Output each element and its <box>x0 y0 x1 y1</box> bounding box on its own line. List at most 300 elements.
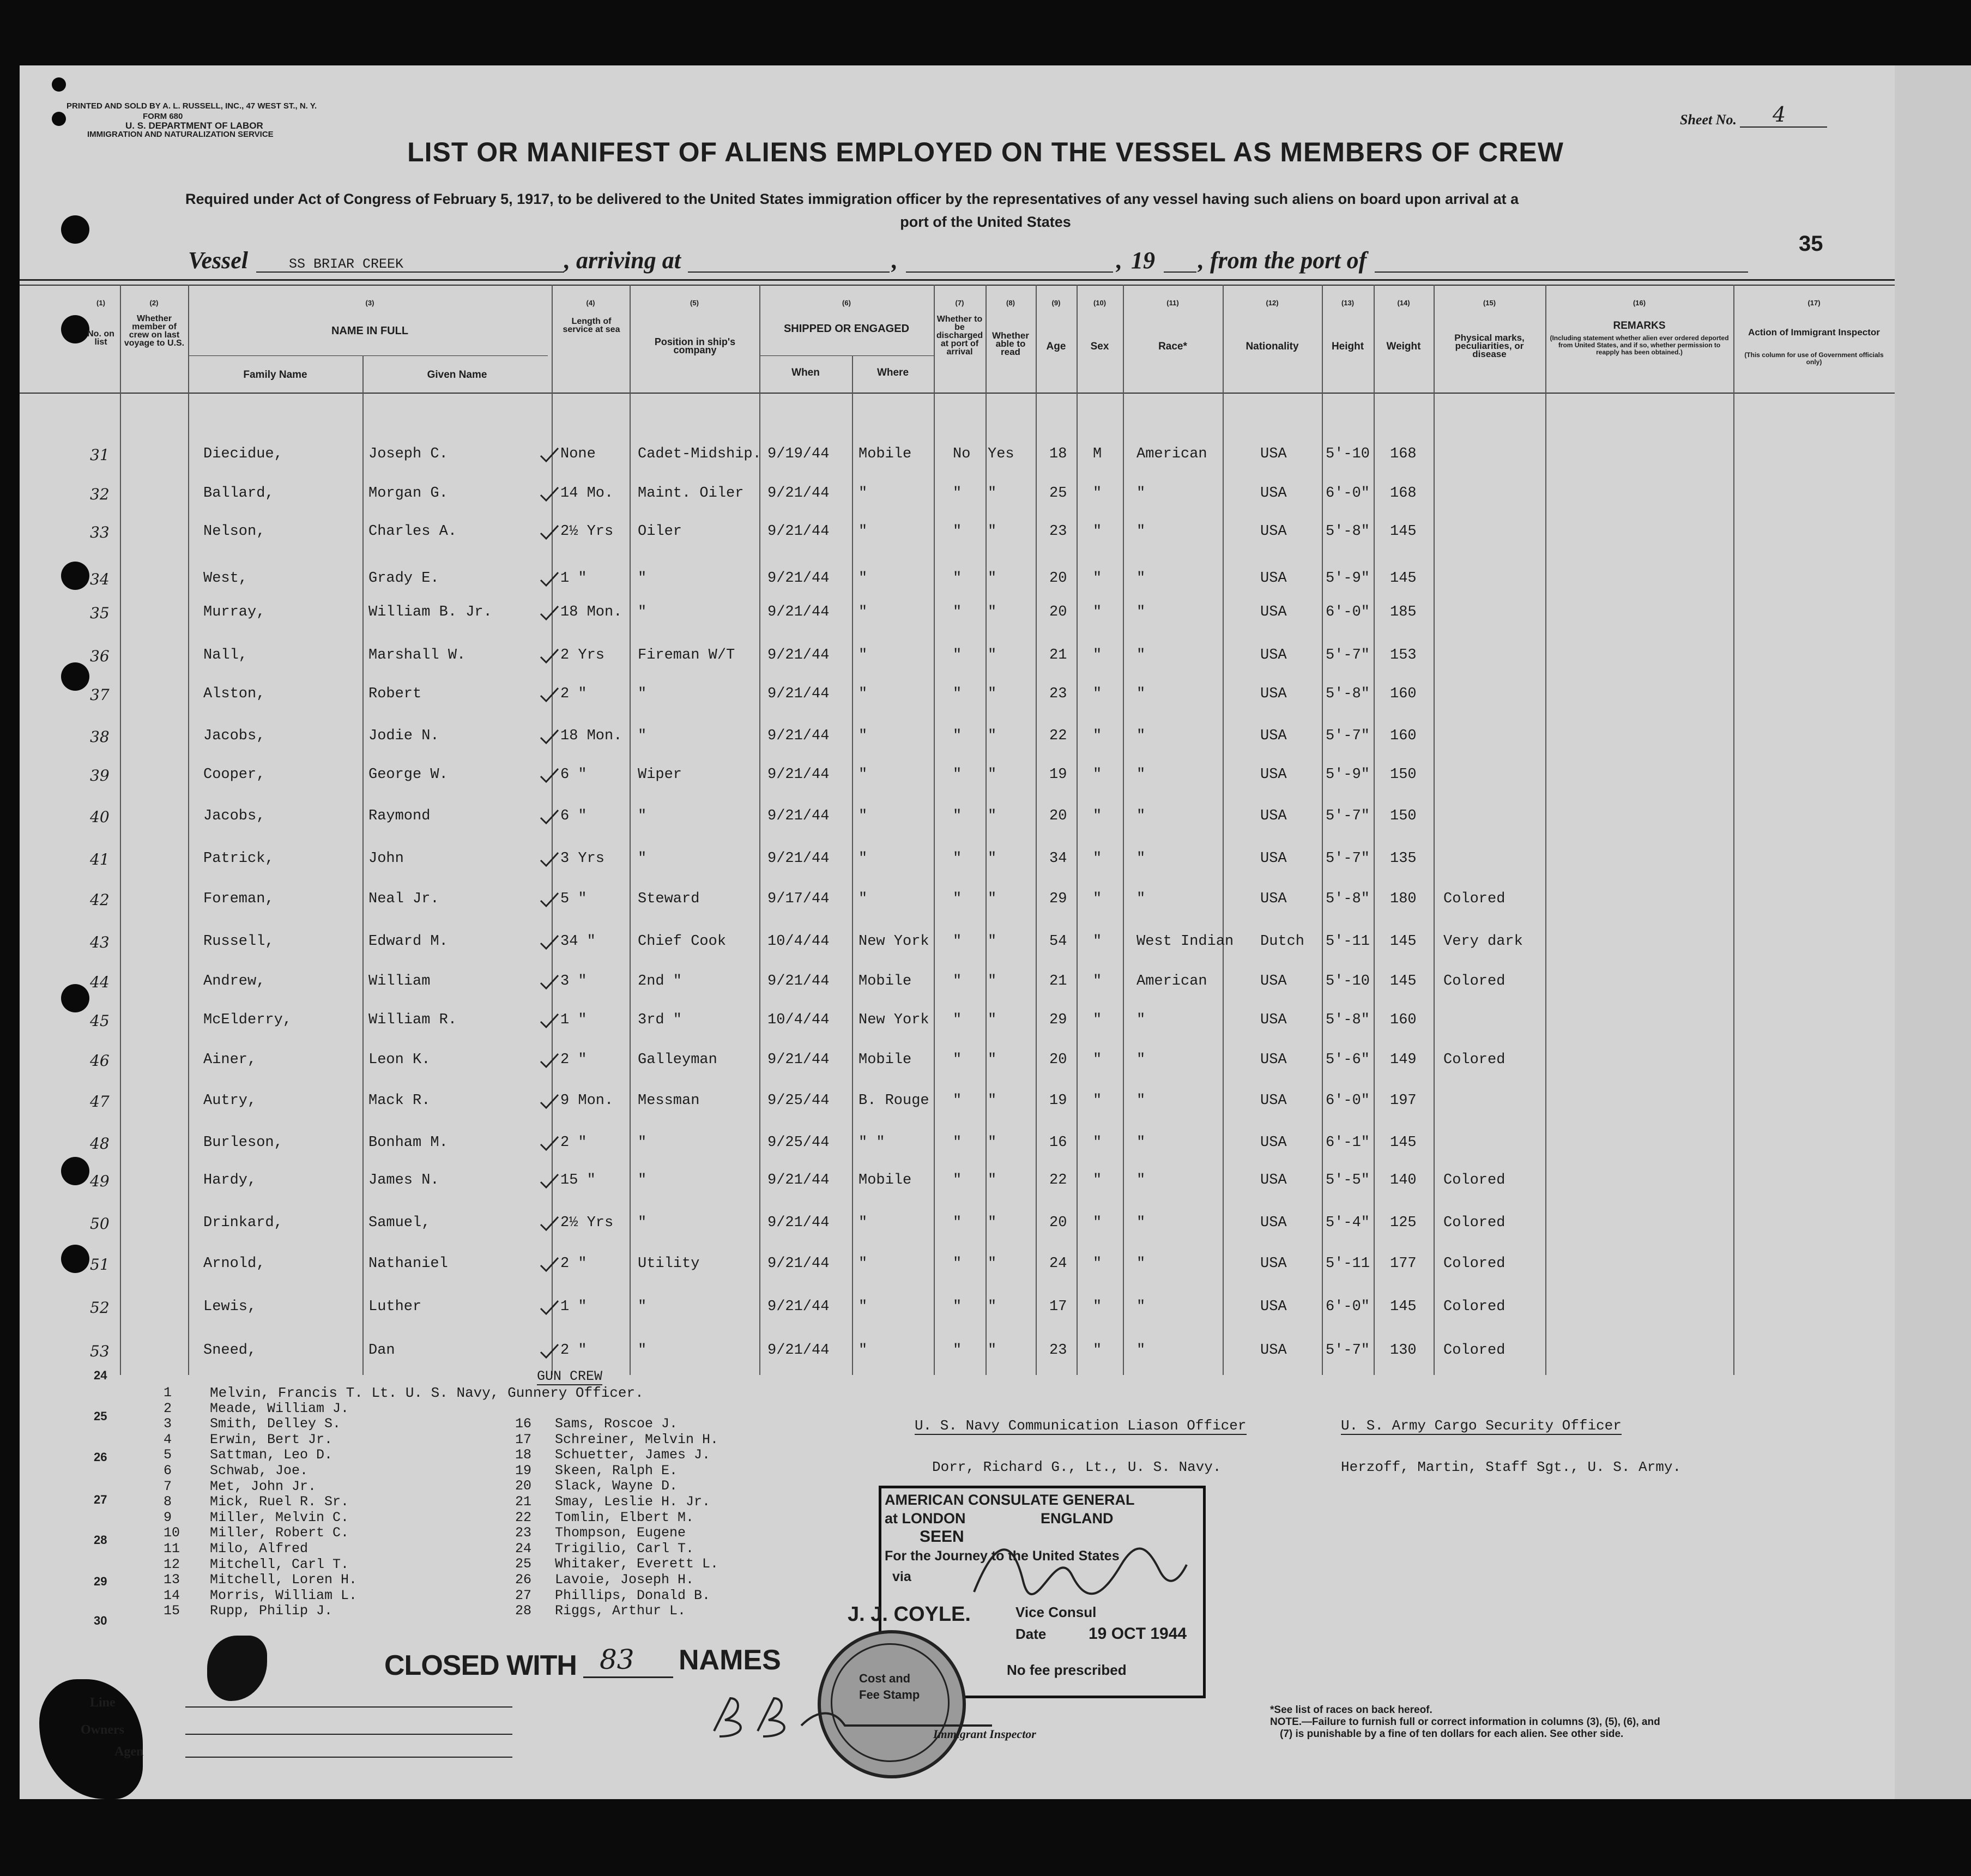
weight: 197 <box>1390 1093 1417 1109</box>
sex: " <box>1093 1299 1102 1315</box>
physical-marks: Colored <box>1443 1342 1506 1359</box>
gun-crew-name: Miller, Robert C. <box>210 1525 349 1541</box>
fee-seal-line1: Cost and <box>859 1672 911 1685</box>
department: U. S. DEPARTMENT OF LABOR <box>125 120 263 131</box>
able-to-read: " <box>988 686 997 702</box>
age: 21 <box>1049 647 1067 663</box>
nationality: USA <box>1260 728 1287 744</box>
physical-marks: Colored <box>1443 1299 1506 1315</box>
shipped-where: " <box>858 1299 868 1315</box>
gun-crew-name: Morris, William L. <box>210 1587 358 1603</box>
race: " <box>1136 808 1146 824</box>
gun-crew-name: Phillips, Donald B. <box>555 1587 711 1603</box>
gun-crew-name: Trigilio, Carl T. <box>555 1540 694 1557</box>
height: 6'-0" <box>1326 1093 1370 1109</box>
sex: M <box>1093 446 1102 462</box>
given-name: Dan <box>368 1342 395 1359</box>
col17-note: (This column for use of Government officials only) <box>1744 351 1884 366</box>
height: 5'-11 <box>1326 933 1370 950</box>
family-name: Patrick, <box>203 850 274 867</box>
page-title: LIST OR MANIFEST OF ALIENS EMPLOYED ON THE VESSEL AS MEMBERS OF CREW <box>407 137 1564 167</box>
able-to-read: " <box>988 850 997 867</box>
age: 17 <box>1049 1299 1067 1315</box>
check-mark-icon <box>539 1216 560 1232</box>
check-mark-icon <box>539 1173 560 1190</box>
position: " <box>638 1299 647 1315</box>
given-name: Joseph C. <box>368 446 448 462</box>
race: " <box>1136 767 1146 783</box>
discharged: " <box>953 1256 962 1272</box>
service-length: 34 " <box>560 933 596 950</box>
height: 6'-0" <box>1326 1299 1370 1315</box>
weight: 185 <box>1390 604 1417 620</box>
family-name: Murray, <box>203 604 265 620</box>
age: 23 <box>1049 523 1067 540</box>
discharged: " <box>953 1012 962 1028</box>
nationality: USA <box>1260 1052 1287 1068</box>
shipped-when: 9/21/44 <box>767 604 830 620</box>
race: " <box>1136 485 1146 502</box>
shipped-when: 10/4/44 <box>767 933 830 950</box>
gun-crew-name: Lavoie, Joseph H. <box>555 1572 694 1588</box>
able-to-read: " <box>988 767 997 783</box>
age: 22 <box>1049 728 1067 744</box>
row-number: 31 <box>90 446 110 464</box>
check-mark-icon <box>539 1013 560 1029</box>
age: 20 <box>1049 1215 1067 1231</box>
line-number: 26 <box>94 1450 107 1464</box>
row-number: 41 <box>90 850 110 868</box>
service: IMMIGRATION AND NATURALIZATION SERVICE <box>87 130 274 139</box>
position: " <box>638 850 647 867</box>
age: 22 <box>1049 1172 1067 1189</box>
nationality: USA <box>1260 1093 1287 1109</box>
shipped-where: B. Rouge <box>858 1093 929 1109</box>
gun-crew-number: 7 <box>164 1478 172 1494</box>
row-number: 45 <box>90 1012 110 1030</box>
service-length: 6 " <box>560 808 587 824</box>
service-length: 1 " <box>560 1299 587 1315</box>
gun-crew-number: 8 <box>164 1494 172 1510</box>
physical-marks: Very dark <box>1443 933 1523 950</box>
weight: 140 <box>1390 1172 1417 1189</box>
given-name: James N. <box>368 1172 439 1189</box>
service-length: 3 Yrs <box>560 850 605 867</box>
given-name: Luther <box>368 1299 422 1315</box>
check-mark-icon <box>539 934 560 951</box>
shipped-where: " <box>858 523 868 540</box>
weight: 177 <box>1390 1256 1417 1272</box>
gun-crew-number: 16 <box>515 1416 532 1432</box>
gun-crew-number: 24 <box>515 1540 532 1557</box>
check-mark-icon <box>539 486 560 503</box>
stamp-officer: J. J. COYLE. <box>848 1603 971 1626</box>
given-name: Nathaniel <box>368 1256 448 1272</box>
row-number: 32 <box>90 485 110 503</box>
height: 5'-10 <box>1326 973 1370 990</box>
able-to-read: " <box>988 808 997 824</box>
race: " <box>1136 1135 1146 1151</box>
position: 3rd " <box>638 1012 682 1028</box>
service-length: 1 " <box>560 1012 587 1028</box>
row-number: 34 <box>90 570 110 588</box>
nationality: USA <box>1260 446 1287 462</box>
col16-note: (Including statement whether alien ever ordered deported from United States, and if so, whether permission to reapply has been obtained.) <box>1550 334 1729 356</box>
col17-num: (17) <box>1807 299 1821 307</box>
line-number: 25 <box>94 1409 107 1423</box>
service-length: 2 " <box>560 1342 587 1359</box>
discharged: " <box>953 1093 962 1109</box>
given-name: Neal Jr. <box>368 891 439 907</box>
sex: " <box>1093 523 1102 540</box>
given-name: Mack R. <box>368 1093 431 1109</box>
gunnery-officer: Melvin, Francis T. Lt. U. S. Navy, Gunnery Officer. <box>210 1385 644 1401</box>
punch-hole <box>61 662 89 691</box>
position: " <box>638 604 647 620</box>
weight: 149 <box>1390 1052 1417 1068</box>
gun-crew-number: 17 <box>515 1431 532 1447</box>
gun-crew-number: 9 <box>164 1509 172 1525</box>
gun-crew-number: 14 <box>164 1587 180 1603</box>
discharged: " <box>953 686 962 702</box>
check-mark-icon <box>539 524 560 541</box>
family-name: Alston, <box>203 686 265 702</box>
service-length: 2½ Yrs <box>560 523 614 540</box>
gun-crew-name: Tomlin, Elbert M. <box>555 1509 694 1525</box>
height: 5'-7" <box>1326 647 1370 663</box>
service-length: 1 " <box>560 570 587 587</box>
col12-num: (12) <box>1266 299 1279 307</box>
row-number: 43 <box>90 933 110 951</box>
given-name: Samuel, <box>368 1215 431 1231</box>
position: Galleyman <box>638 1052 717 1068</box>
gun-crew-number: 15 <box>164 1603 180 1619</box>
row-number: 52 <box>90 1299 110 1317</box>
col6-num: (6) <box>842 299 851 307</box>
col17-header: Action of Immigrant Inspector <box>1748 327 1880 337</box>
height: 5'-8" <box>1326 523 1370 540</box>
service-length: 14 Mo. <box>560 485 614 502</box>
nationality: USA <box>1260 1215 1287 1231</box>
stamp-city: at LONDON <box>885 1510 966 1527</box>
stamp-title: Vice Consul <box>1015 1604 1097 1620</box>
where-header: Where <box>876 367 909 378</box>
discharged: No <box>953 446 971 462</box>
position: " <box>638 570 647 587</box>
given-name: Edward M. <box>368 933 448 950</box>
weight: 150 <box>1390 767 1417 783</box>
height: 5'-6" <box>1326 1052 1370 1068</box>
col3-header: NAME IN FULL <box>331 325 409 337</box>
service-length: 3 " <box>560 973 587 990</box>
gun-crew-name: Schreiner, Melvin H. <box>555 1431 719 1447</box>
family-name: Ballard, <box>203 485 274 502</box>
service-length: 5 " <box>560 891 587 907</box>
physical-marks: Colored <box>1443 973 1506 990</box>
given-name: William R. <box>368 1012 457 1028</box>
punch-hole <box>61 315 89 343</box>
col10-header: Sex <box>1090 341 1109 352</box>
service-length: 18 Mon. <box>560 604 622 620</box>
position: Messman <box>638 1093 700 1109</box>
position: Oiler <box>638 523 682 540</box>
race: " <box>1136 604 1146 620</box>
shipped-when: 9/21/44 <box>767 1172 830 1189</box>
col7-header: Whether to be discharged at port of arrival <box>936 315 983 357</box>
gun-crew-number: 26 <box>515 1572 532 1588</box>
col1-num: (1) <box>96 299 105 307</box>
age: 23 <box>1049 686 1067 702</box>
gun-crew-number: 18 <box>515 1447 532 1463</box>
weight: 150 <box>1390 808 1417 824</box>
col16-header: REMARKS <box>1613 320 1666 331</box>
given-name-header: Given Name <box>427 369 487 381</box>
weight: 153 <box>1390 647 1417 663</box>
printer-line: PRINTED AND SOLD BY A. L. RUSSELL, INC., 47 WEST ST., N. Y. <box>66 101 317 111</box>
check-mark-icon <box>539 974 560 991</box>
agent-label: Agen <box>114 1745 144 1759</box>
discharged: " <box>953 808 962 824</box>
family-name: Lewis, <box>203 1299 257 1315</box>
age: 20 <box>1049 808 1067 824</box>
age: 54 <box>1049 933 1067 950</box>
gun-crew-number: 5 <box>164 1447 172 1463</box>
able-to-read: " <box>988 570 997 587</box>
shipped-where: " " <box>858 1135 885 1151</box>
row-number: 49 <box>90 1172 110 1190</box>
weight: 135 <box>1390 850 1417 867</box>
sex: " <box>1093 1342 1102 1359</box>
position: Fireman W/T <box>638 647 735 663</box>
shipped-when: 9/21/44 <box>767 647 830 663</box>
weight: 160 <box>1390 686 1417 702</box>
discharged: " <box>953 1342 962 1359</box>
weight: 168 <box>1390 446 1417 462</box>
col9-num: (9) <box>1051 299 1061 307</box>
able-to-read: " <box>988 604 997 620</box>
shipped-where: New York <box>858 933 929 950</box>
col8-num: (8) <box>1006 299 1015 307</box>
gun-crew-number: 3 <box>164 1416 172 1432</box>
given-name: William B. Jr. <box>368 604 492 620</box>
shipped-when: 9/21/44 <box>767 1256 830 1272</box>
row-number: 39 <box>90 767 110 785</box>
gun-crew-number: 11 <box>164 1541 180 1557</box>
stamp-via: via <box>892 1569 911 1584</box>
sex: " <box>1093 767 1102 783</box>
able-to-read: " <box>988 1172 997 1189</box>
nationality: USA <box>1260 850 1287 867</box>
able-to-read: " <box>988 485 997 502</box>
gun-crew-name: Thompson, Eugene <box>555 1525 686 1541</box>
col4-header: Length of service at sea <box>563 317 620 334</box>
vessel-label: Vessel <box>188 247 248 274</box>
shipped-where: " <box>858 891 868 907</box>
shipped-where: " <box>858 485 868 502</box>
height: 5'-7" <box>1326 808 1370 824</box>
able-to-read: " <box>988 1256 997 1272</box>
position: " <box>638 1215 647 1231</box>
col1-header: No. on list <box>87 329 114 347</box>
race: " <box>1136 686 1146 702</box>
row-number: 47 <box>90 1093 110 1111</box>
service-length: 9 Mon. <box>560 1093 614 1109</box>
punch-hole <box>52 112 66 126</box>
shipped-when: 9/21/44 <box>767 767 830 783</box>
height: 5'-9" <box>1326 767 1370 783</box>
shipped-when: 9/25/44 <box>767 1093 830 1109</box>
stamp-country: ENGLAND <box>1041 1510 1114 1527</box>
sex: " <box>1093 1093 1102 1109</box>
punch-hole <box>61 984 89 1012</box>
line-number: 24 <box>94 1368 107 1382</box>
given-name: Robert <box>368 686 422 702</box>
service-length: 2 " <box>560 1052 587 1068</box>
able-to-read: " <box>988 973 997 990</box>
nationality: USA <box>1260 523 1287 540</box>
race: " <box>1136 1215 1146 1231</box>
height: 5'-7" <box>1326 850 1370 867</box>
weight: 145 <box>1390 570 1417 587</box>
form-number: FORM 680 <box>143 112 183 121</box>
shipped-when: 9/17/44 <box>767 891 830 907</box>
able-to-read: " <box>988 891 997 907</box>
service-length: 2 " <box>560 686 587 702</box>
service-length: 2½ Yrs <box>560 1215 614 1231</box>
service-length: 2 " <box>560 1135 587 1151</box>
col16-num: (16) <box>1633 299 1646 307</box>
age: 25 <box>1049 485 1067 502</box>
check-mark-icon <box>539 1053 560 1069</box>
shipped-when: 9/21/44 <box>767 570 830 587</box>
row-number: 46 <box>90 1052 110 1070</box>
family-name: Hardy, <box>203 1172 257 1189</box>
service-length: 18 Mon. <box>560 728 622 744</box>
gun-crew-number: 22 <box>515 1509 532 1525</box>
shipped-where: " <box>858 647 868 663</box>
gun-crew-name: Schuetter, James J. <box>555 1447 711 1463</box>
height: 5'-10 <box>1326 446 1370 462</box>
weight: 145 <box>1390 523 1417 540</box>
shipped-where: Mobile <box>858 1052 912 1068</box>
height: 5'-11 <box>1326 1256 1370 1272</box>
discharged: " <box>953 891 962 907</box>
arriving-label: , arriving at <box>564 247 681 274</box>
sex: " <box>1093 570 1102 587</box>
shipped-when: 9/25/44 <box>767 1135 830 1151</box>
able-to-read: " <box>988 523 997 540</box>
gun-crew-name: Erwin, Bert Jr. <box>210 1431 333 1447</box>
position: Utility <box>638 1256 700 1272</box>
line-label: Line <box>90 1696 116 1710</box>
army-heading: U. S. Army Cargo Security Officer <box>1341 1417 1622 1434</box>
height: 5'-8" <box>1326 891 1370 907</box>
sex: " <box>1093 604 1102 620</box>
vice-consul-signature <box>963 1532 1192 1608</box>
weight: 160 <box>1390 728 1417 744</box>
line-number: 30 <box>94 1614 107 1627</box>
nationality: Dutch <box>1260 933 1305 950</box>
gun-crew-name: Met, John Jr. <box>210 1478 317 1494</box>
given-name: Grady E. <box>368 570 439 587</box>
vessel-name: SS BRIAR CREEK <box>289 256 404 272</box>
family-name: Diecidue, <box>203 446 283 462</box>
age: 19 <box>1049 1093 1067 1109</box>
gun-crew-number: 6 <box>164 1463 172 1479</box>
family-name: Nall, <box>203 647 248 663</box>
family-name: Cooper, <box>203 767 265 783</box>
gun-crew-number: 10 <box>164 1525 180 1541</box>
discharged: " <box>953 728 962 744</box>
gun-crew-number: 12 <box>164 1556 180 1572</box>
nationality: USA <box>1260 1299 1287 1315</box>
sex: " <box>1093 647 1102 663</box>
given-name: Marshall W. <box>368 647 466 663</box>
nationality: USA <box>1260 891 1287 907</box>
check-mark-icon <box>539 571 560 588</box>
height: 5'-9" <box>1326 570 1370 587</box>
gun-crew-number: 21 <box>515 1494 532 1510</box>
col5-num: (5) <box>690 299 699 307</box>
physical-marks: Colored <box>1443 1052 1506 1068</box>
row-number: 48 <box>90 1135 110 1153</box>
age: 34 <box>1049 850 1067 867</box>
gun-crew-name: Mick, Ruel R. Sr. <box>210 1494 349 1510</box>
subtitle: Required under Act of Congress of February 5, 1917, to be delivered to the United States immigration officer by the representatives of any vessel having such aliens on board upon arrival at a <box>185 191 1519 207</box>
physical-marks: Colored <box>1443 1215 1506 1231</box>
row-number: 36 <box>90 647 110 665</box>
check-mark-icon <box>539 809 560 825</box>
col2-header: Whether member of crew on last voyage to U.S. <box>124 314 185 348</box>
nationality: USA <box>1260 1135 1287 1151</box>
family-name: Arnold, <box>203 1256 265 1272</box>
shipped-where: Mobile <box>858 1172 912 1189</box>
age: 18 <box>1049 446 1067 462</box>
closed-label: CLOSED WITH <box>384 1650 577 1681</box>
immigrant-inspector-label: Immigrant Inspector <box>933 1727 1036 1741</box>
race: " <box>1136 570 1146 587</box>
weight: 168 <box>1390 485 1417 502</box>
sex: " <box>1093 1256 1102 1272</box>
shipped-where: " <box>858 728 868 744</box>
check-mark-icon <box>539 687 560 703</box>
race: West Indian <box>1136 933 1234 950</box>
gun-crew-number: 2 <box>164 1400 172 1416</box>
closed-suffix: NAMES <box>679 1644 781 1676</box>
gun-crew-heading: GUN CREW <box>537 1368 603 1384</box>
gun-crew-name: Miller, Melvin C. <box>210 1509 349 1525</box>
race: " <box>1136 1256 1146 1272</box>
gun-crew-name: Sattman, Leo D. <box>210 1447 333 1463</box>
check-mark-icon <box>539 648 560 665</box>
able-to-read: " <box>988 1093 997 1109</box>
nationality: USA <box>1260 1256 1287 1272</box>
shipped-when: 9/21/44 <box>767 973 830 990</box>
race: American <box>1136 446 1207 462</box>
nationality: USA <box>1260 1342 1287 1359</box>
sex: " <box>1093 1215 1102 1231</box>
gun-crew-name: Whitaker, Everett L. <box>555 1556 719 1572</box>
discharged: " <box>953 485 962 502</box>
given-name: John <box>368 850 404 867</box>
gun-crew-name: Rupp, Philip J. <box>210 1603 333 1619</box>
discharged: " <box>953 850 962 867</box>
race: " <box>1136 1299 1146 1315</box>
shipped-when: 9/21/44 <box>767 686 830 702</box>
army-officer: Herzoff, Martin, Staff Sgt., U. S. Army. <box>1341 1459 1682 1475</box>
sex: " <box>1093 891 1102 907</box>
shipped-when: 9/21/44 <box>767 728 830 744</box>
